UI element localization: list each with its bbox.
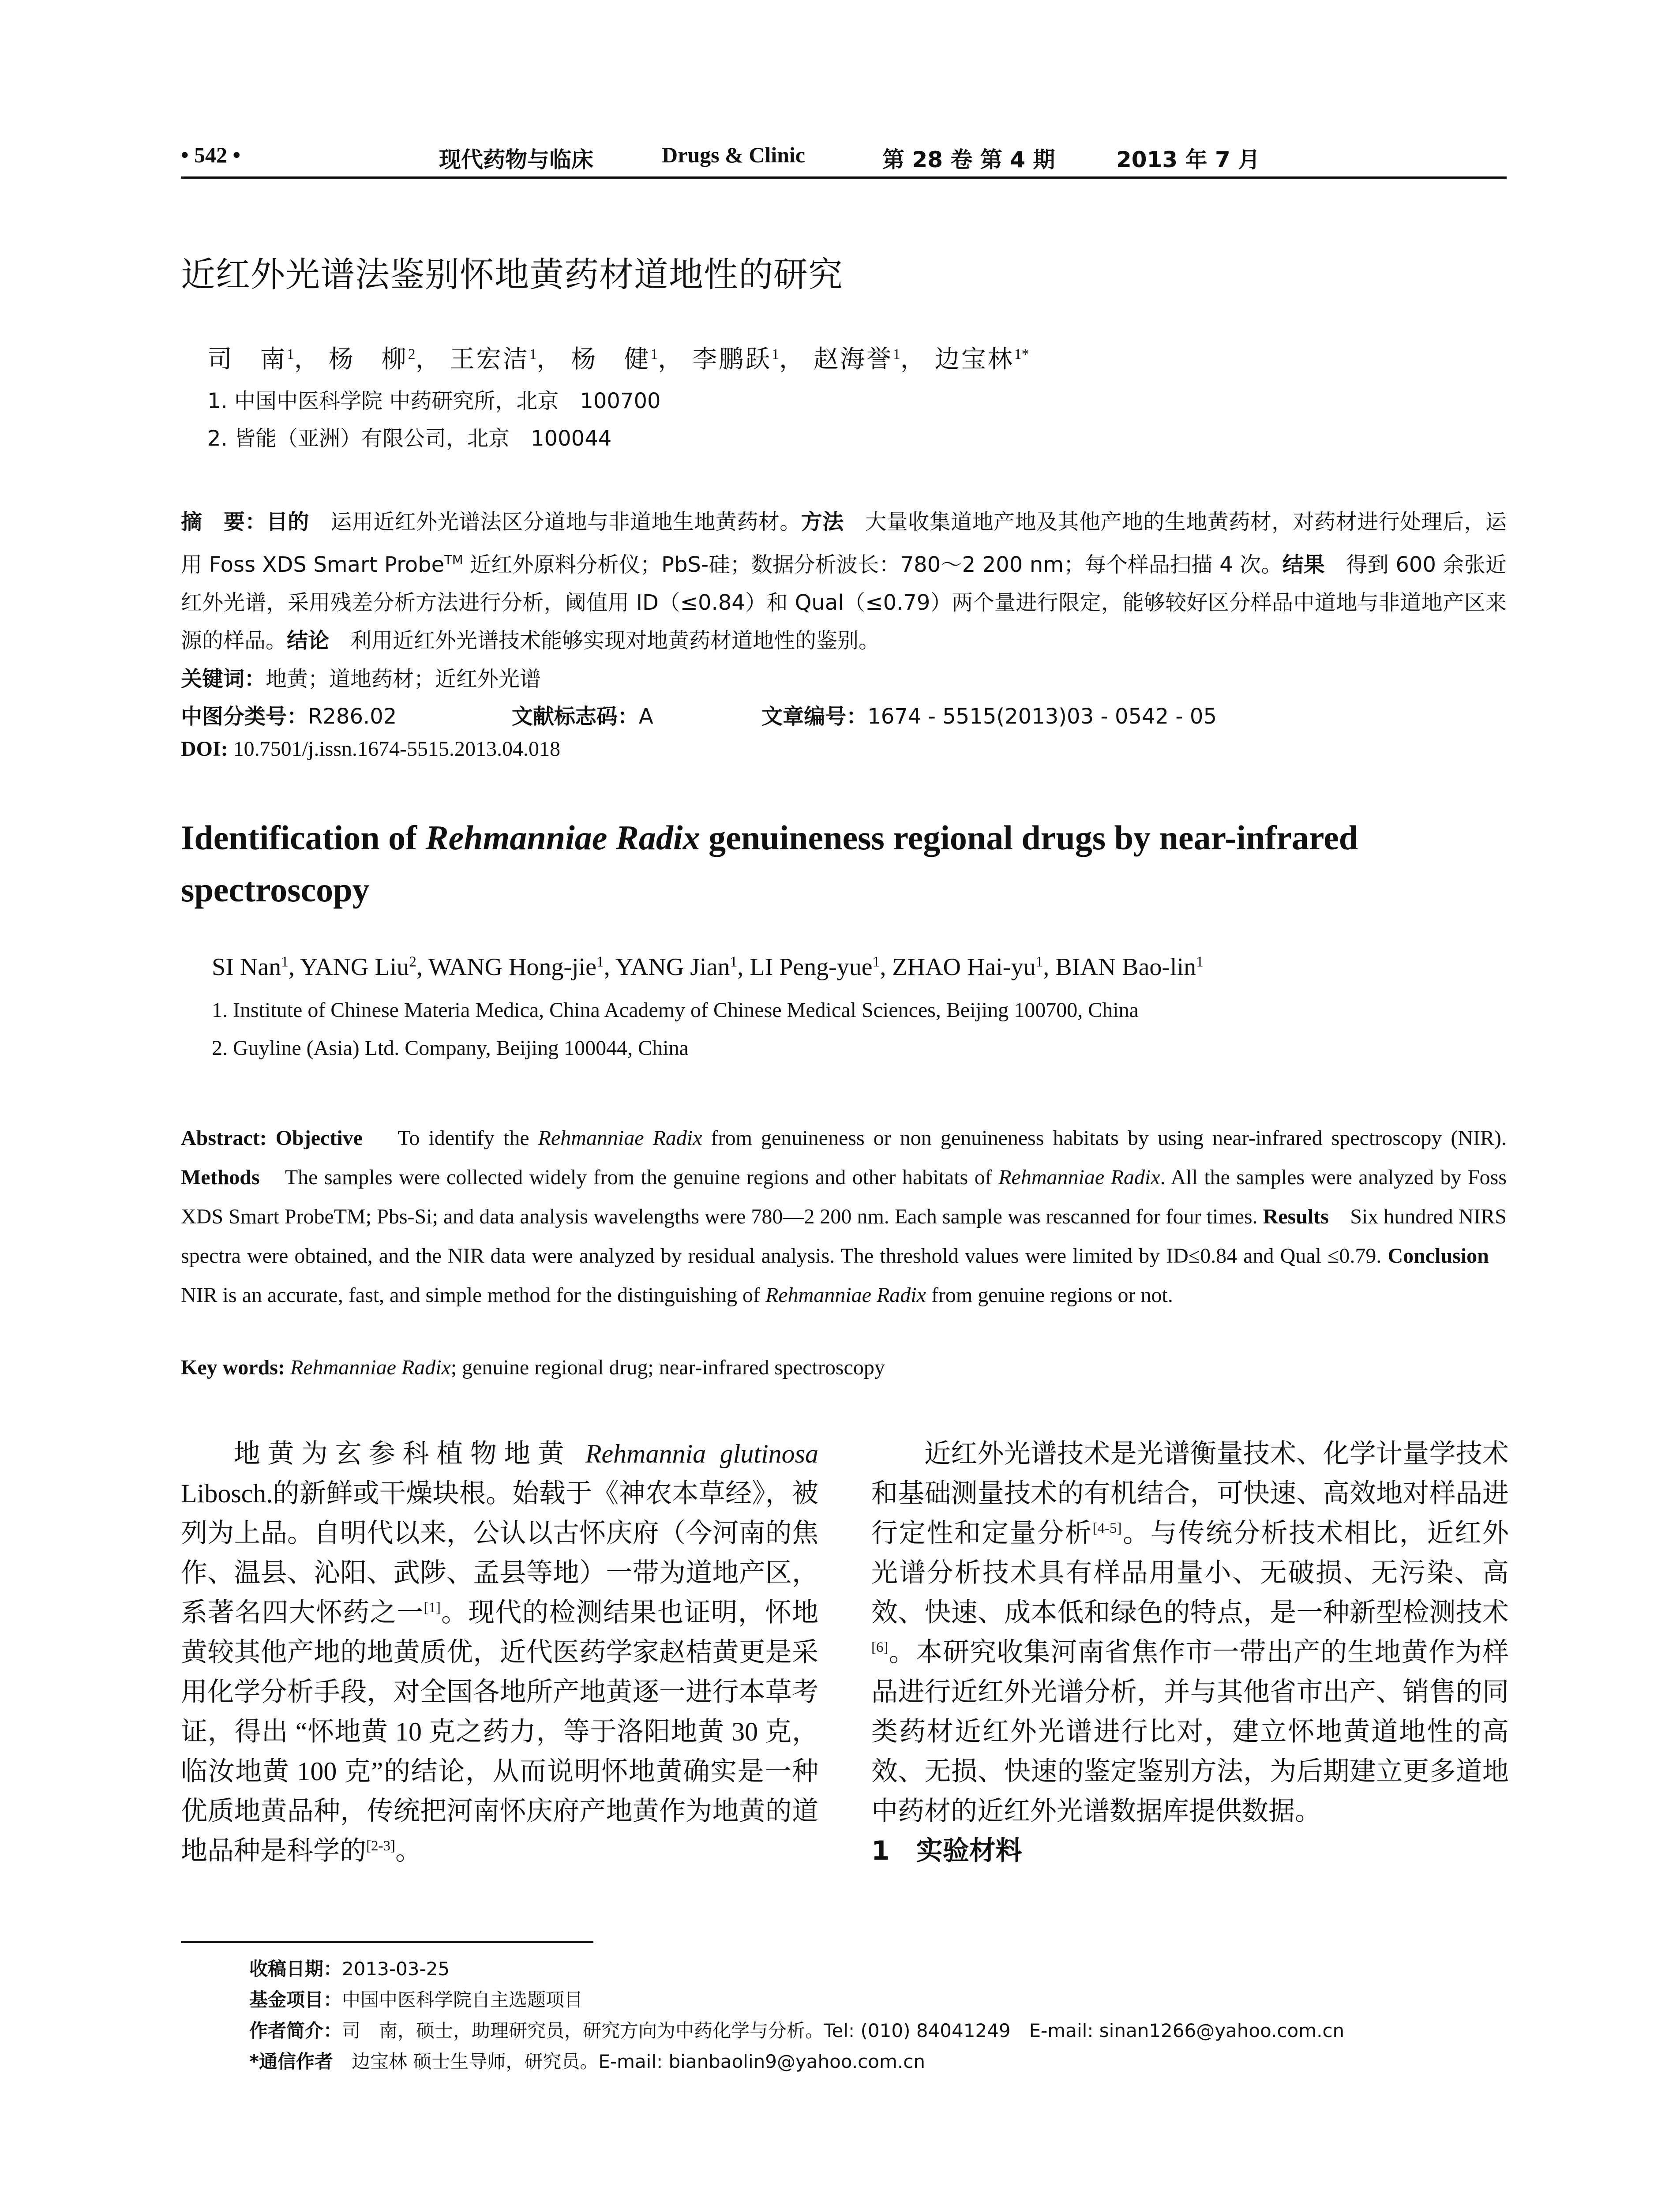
journal-name-en: Drugs & Clinic (662, 143, 805, 167)
author-cn: 边宝林 (934, 346, 1014, 373)
body-column-left (181, 1434, 818, 1871)
footnote-funding: 基金项目：中国中医科学院自主选题项目 (249, 1989, 583, 2011)
footnote-rule (181, 1941, 593, 1943)
author-cn: 杨 柳 (328, 346, 408, 373)
keywords-en: Key words: Rehmanniae Radix; genuine regional drug; near-infrared spectroscopy (181, 1356, 885, 1379)
doi-line: DOI: 10.7501/j.issn.1674-5515.2013.04.018 (181, 737, 561, 761)
abstract-cn: 摘 要：目的 运用近红外光谱法区分道地与非道地生地黄药材。方法 大量收集道地产地及其他产地的生地黄药材，对药材进行处理后，运用 Foss XDS Smart Probe™ 近红外原料分析仪；PbS-硅；数据分析波长：780～2 200 nm；每个样品扫描 4 次。结果 得到 600 余张近红外光谱，采用残差分析方法进行分析，阈值用 ID（≤0.84）和 Qual（≤0.79）两个量进行限定，能够较好区分样品中道地与非道地产区来源的样品。结论 利用近红外光谱技术能够实现对地黄药材道地性的鉴别。 (181, 510, 1507, 653)
citation: [2-3] (366, 1838, 395, 1854)
running-header (181, 142, 1504, 177)
citation: [1] (424, 1600, 441, 1616)
title-cn: 近红外光谱法鉴别怀地黄药材道地性的研究 (181, 255, 844, 295)
body-column-right (871, 1434, 1509, 1871)
citation: [4-5] (1092, 1520, 1122, 1536)
author-en: BIAN Bao-lin (1055, 953, 1196, 981)
citation: [6] (871, 1639, 889, 1655)
affiliation-cn-1: 1. 中国中医科学院 中药研究所，北京 100700 (207, 389, 661, 413)
keywords-cn: 关键词：地黄；道地药材；近红外光谱 (181, 667, 541, 691)
author-en: YANG Liu (300, 953, 409, 981)
author-en: LI Peng-yue (750, 953, 873, 981)
issue-info: 第 28 卷 第 4 期 (882, 147, 1055, 173)
author-cn: 司 南 (207, 346, 287, 373)
footnote-received: 收稿日期：2013-03-25 (249, 1958, 450, 1980)
affiliation-cn-2: 2. 皆能（亚洲）有限公司，北京 100044 (207, 426, 612, 451)
author-cn: 李鹏跃 (692, 346, 772, 373)
title-en: Identification of Rehmanniae Radix genuineness regional drugs by near-infrared spectroscopy (181, 818, 1358, 909)
header-rule (181, 176, 1507, 179)
affiliation-en-2: 2. Guyline (Asia) Ltd. Company, Beijing 100044, China (212, 1036, 689, 1060)
affiliation-en-1: 1. Institute of Chinese Materia Medica, China Academy of Chinese Medical Sciences, Beijing 100700, China (212, 998, 1139, 1022)
author-en: SI Nan (212, 953, 281, 981)
authors-en: SI Nan$^1$, YANG Liu$^2$, WANG Hong-jie$^1$, YANG Jian$^1$, LI Peng-yue$^1$, ZHAO Hai-$yu^1$, BIAN Bao-lin$^1$ (212, 953, 1204, 981)
journal-name-cn: 现代药物与临床 (439, 147, 593, 173)
classification-line: 中图分类号：R286.02 文献标志码：A 文章编号：1674 - 5515(2013)03 - 0542 - 05 (181, 704, 1217, 729)
footnote-author: 作者简介：司 南，硕士，助理研究员，研究方向为中药化学与分析。Tel: (010) 84041249 E-mail: sinan1266@yahoo.com.cn (249, 2020, 1345, 2041)
author-en: YANG Jian (615, 953, 730, 981)
author-cn: 杨 健 (571, 346, 651, 373)
authors-cn: 司 南$^1$， 杨 柳$^2$， 王宏洁$^1$， 杨 健$^1$， 李鹏跃$^1$， 赵海誉$^1$， 边宝林$^{1*}$ (207, 346, 1029, 373)
author-cn: 王宏洁 (450, 346, 529, 373)
section-heading: 1 实验材料 (871, 1835, 1022, 1866)
footnote-corresponding: *通信作者 边宝林 硕士生导师，研究员。E-mail: bianbaolin9@yahoo.com.cn (249, 2051, 925, 2072)
abstract-en: Abstract: Objective To identify the Rehmanniae Radix from genuineness or non genuineness habitats by using near-infrared spectroscopy (NIR). Methods The samples were collected widely from the genuine regions and other habitats of Rehmanniae Radix. All the samples were analyzed by Foss XDS Smart ProbeTM; Pbs-Si; and data analysis wavelengths were 780—2 200 nm. Each sample was rescanned for four times. Results Six hundred NIRS spectra were obtained, and the NIR data were analyzed by residual analysis. The threshold values were limited by ID≤0.84 and Qual ≤0.79. Conclusion NIR is an accurate, fast, and simple method for the distinguishing of Rehmanniae Radix from genuine regions or not. (181, 1126, 1507, 1307)
body-paragraph: 近红外光谱技术是光谱衡量技术、化学计量学技术和基础测量技术的有机结合，可快速、高效地对样品进行定性和定量分析[4-5]。与传统分析技术相比，近红外光谱分析技术具有样品用量小、无破损、无污染、高效、快速、成本低和绿色的特点，是一种新型检测技术[6]。本研究收集河南省焦作市一带出产的生地黄作为样品进行近红外光谱分析，并与其他省市出产、销售的同类药材近红外光谱进行比对，建立怀地黄道地性的高效、无损、快速的鉴定鉴别方法，为后期建立更多道地中药材的近红外光谱数据库提供数据。 (871, 1439, 1509, 1826)
author-cn: 赵海誉 (813, 346, 893, 373)
body-paragraph: 地黄为玄参科植物地黄 Rehmannia glutinosa Libosch.的新鲜或干燥块根。始载于《神农本草经》，被列为上品。自明代以来，公认以古怀庆府（今河南的焦作、温县、沁阳、武陟、孟县等地）一带为道地产区，系著名四大怀药之一[1]。现代的检测结果也证明，怀地黄较其他产地的地黄质优，近代医药学家赵桔黄更是采用化学分析手段，对全国各地所产地黄逐一进行本草考证，得出 “怀地黄 10 克之药力，等于洛阳地黄 30 克，临汝地黄 100 克”的结论，从而说明怀地黄确实是一种优质地黄品种，传统把河南怀庆府产地黄作为地黄的道地品种是科学的[2-3]。 (181, 1439, 819, 1865)
page-number: • 542 • (181, 143, 241, 167)
author-en: ZHAO Hai-yu (892, 953, 1036, 981)
author-en: WANG Hong-jie (428, 953, 596, 981)
issue-date: 2013 年 7 月 (1116, 147, 1260, 173)
